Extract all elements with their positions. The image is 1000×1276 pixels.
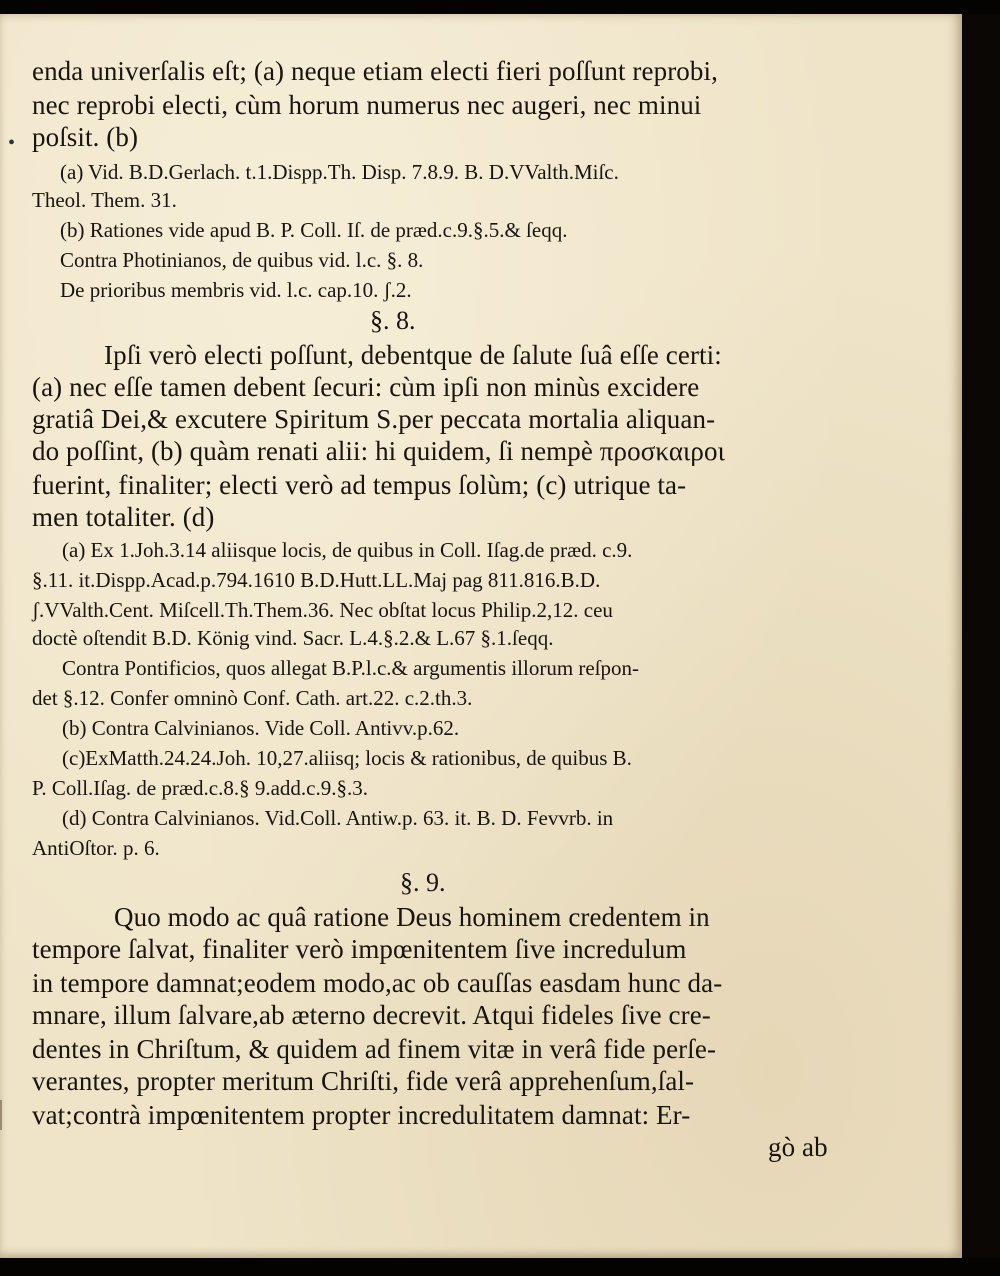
text-line-2: nec reprobi electi, cùm horum numerus nec augeri, nec minui [32, 90, 702, 120]
sec9-line-2: tempore ſalvat, finaliter verò impœnitentem ſive incredulum [32, 934, 687, 964]
sec8-note-9: P. Coll.Iſag. de præd.c.8.§ 9.add.c.9.§.3. [32, 776, 368, 800]
footnote-a-line-1: (a) Vid. B.D.Gerlach. t.1.Dispp.Th. Disp. 7.8.9. B. D.VValth.Miſc. [60, 160, 619, 184]
sec9-line-6: verantes, propter meritum Chriſti, fide verâ apprehenſum,ſal- [32, 1066, 695, 1096]
sec9-line-4: mnare, illum ſalvare,ab æterno decrevit. Atqui fideles ſive cre- [32, 1000, 711, 1030]
sec8-note-4: doctè oſtendit B.D. König vind. Sacr. L.4.§.2.& L.67 §.1.ſeqq. [32, 626, 554, 650]
sec8-line-2: (a) nec eſſe tamen debent ſecuri: cùm ipſi non minùs excidere [32, 372, 700, 402]
sec9-line-3: in tempore damnat;eodem modo,ac ob cauſſas easdam hunc da- [32, 968, 723, 998]
page-edge-shadow [962, 14, 1000, 1258]
sec8-line-3: gratiâ Dei,& excutere Spiritum S.per peccata mortalia aliquan- [32, 404, 716, 434]
sec8-note-6: det §.12. Confer omninò Conf. Cath. art.22. c.2.th.3. [32, 686, 473, 710]
footnote-de-prioribus: De prioribus membris vid. l.c. cap.10. ʃ.2. [60, 278, 412, 302]
sec8-note-11: AntiOſtor. p. 6. [32, 836, 160, 860]
sec8-line-4: do poſſint, (b) quàm renati alii: hi quidem, ſi nempè προσκαιροι [32, 436, 725, 466]
sec8-note-10: (d) Contra Calvinianos. Vid.Coll. Antiw.p. 63. it. B. D. Fevvrb. in [62, 806, 614, 830]
sec8-note-2: §.11. it.Dispp.Acad.p.794.1610 B.D.Hutt.LL.Maj pag 811.816.B.D. [32, 568, 601, 592]
sec8-note-5: Contra Pontificios, quos allegat B.P.l.c.& argumentis illorum reſpon- [62, 656, 640, 680]
section-heading-9: §. 9. [400, 868, 446, 897]
sec8-line-5: fuerint, finaliter; electi verò ad tempus ſolùm; (c) utrique ta- [32, 470, 687, 500]
sec8-line-6: men totaliter. (d) [32, 502, 215, 532]
sec8-note-7: (b) Contra Calvinianos. Vide Coll. Antivv.p.62. [62, 716, 460, 740]
footnote-contra-photinianos: Contra Photinianos, de quibus vid. l.c. §. 8. [60, 248, 424, 272]
section-heading-8: §. 8. [370, 306, 416, 335]
text-line-3: poſsit. (b) [32, 122, 139, 152]
sec8-note-3: ʃ.VValth.Cent. Miſcell.Th.Them.36. Nec obſtat locus Philip.2,12. ceu [32, 598, 613, 622]
sec9-line-7: vat;contrà impœnitentem propter incredulitatem damnat: Er- [32, 1100, 691, 1130]
sec8-note-8: (c)ExMatth.24.24.Joh. 10,27.aliisq; locis & rationibus, de quibus B. [62, 746, 632, 770]
sec9-line-1: Quo modo ac quâ ratione Deus hominem credentem in [114, 902, 710, 932]
footnote-b-line-1: (b) Rationes vide apud B. P. Coll. Iſ. de præd.c.9.§.5.& ſeqq. [60, 218, 568, 242]
sec8-line-1: Ipſi verò electi poſſunt, debentque de ſalute ſuâ eſſe certi: [104, 340, 722, 370]
margin-dot: • [8, 132, 16, 154]
footnote-a-line-2: Theol. Them. 31. [32, 188, 177, 212]
sec8-note-1: (a) Ex 1.Joh.3.14 aliisque locis, de quibus in Coll. Iſag.de præd. c.9. [62, 538, 633, 562]
catchword: gò ab [768, 1132, 828, 1162]
text-line-1: enda univerſalis eſt; (a) neque etiam electi fieri poſſunt reprobi, [32, 56, 718, 86]
sec9-line-5: dentes in Chriſtum, & quidem ad finem vitæ in verâ fide perſe- [32, 1034, 717, 1064]
margin-mark [0, 1100, 2, 1130]
